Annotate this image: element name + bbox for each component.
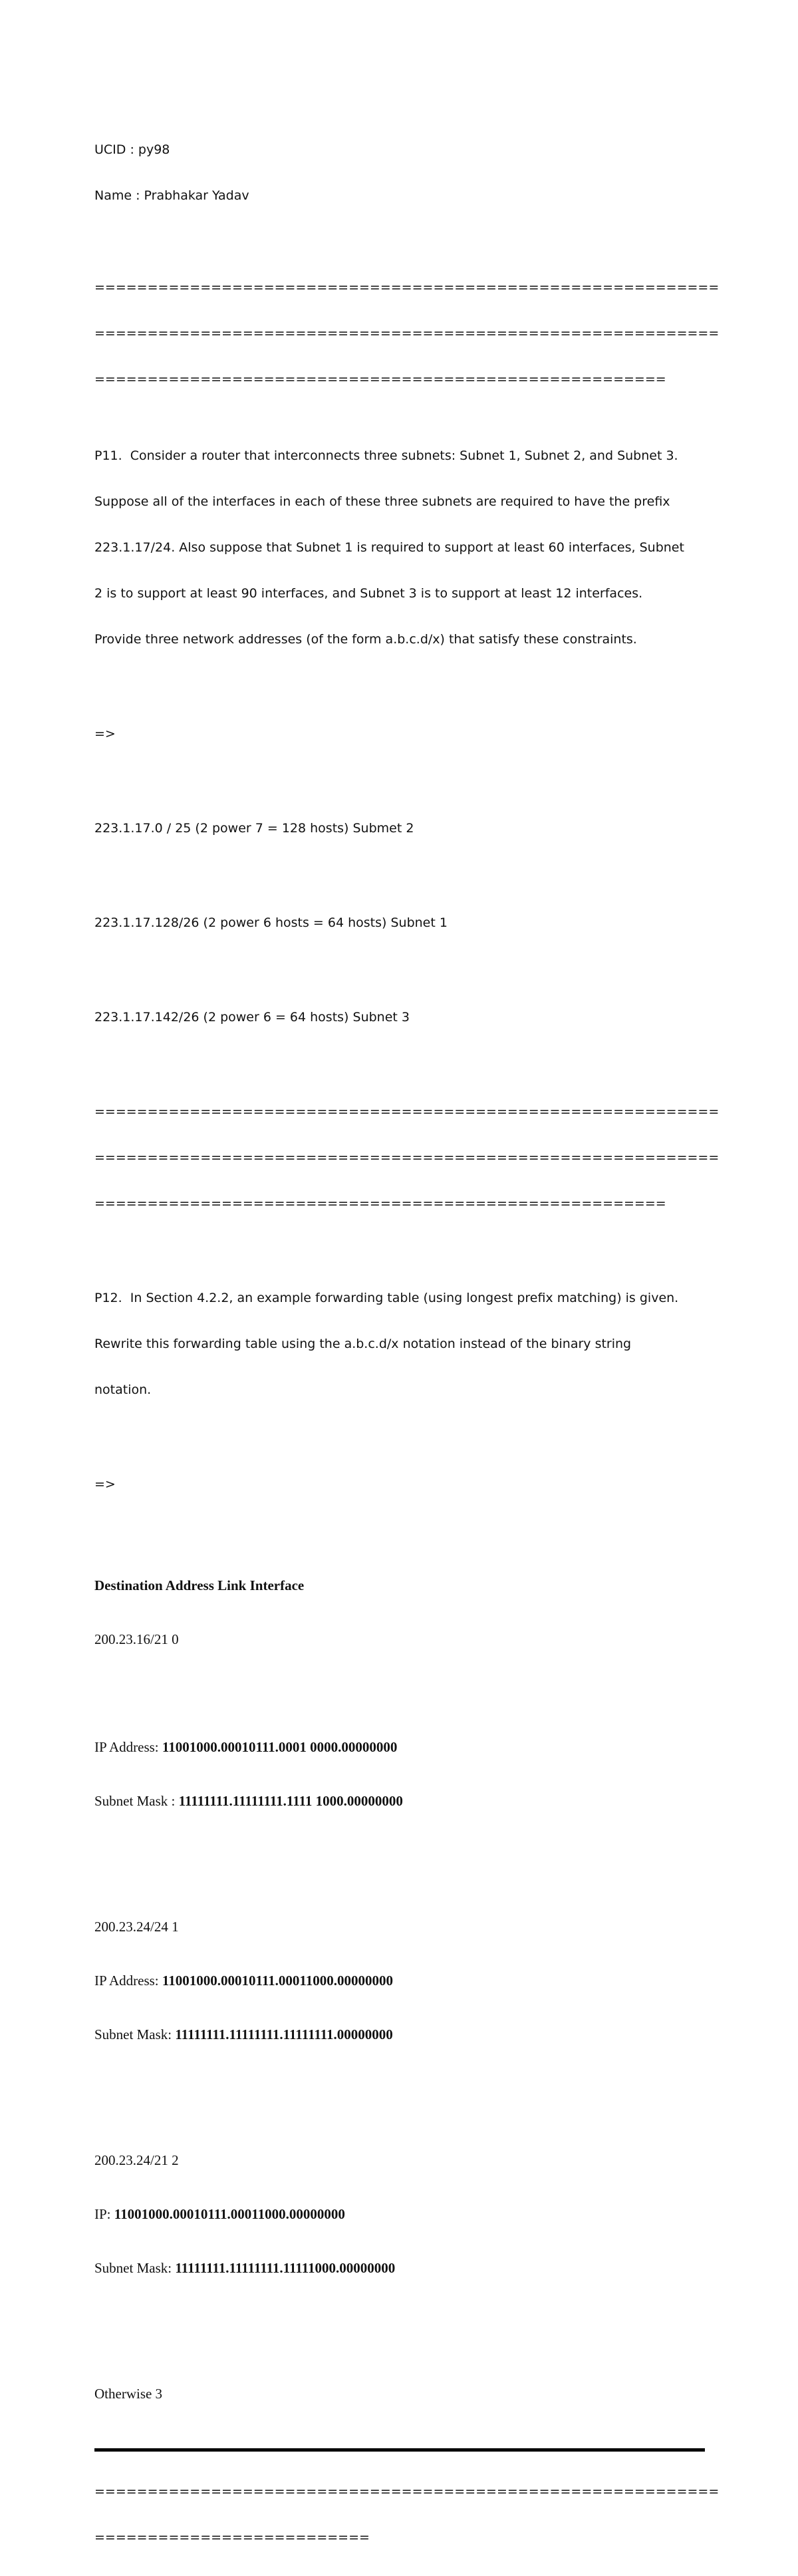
p11-question-line: 223.1.17/24. Also suppose that Subnet 1 is required to support at least 60 interfaces, Subnet — [94, 540, 684, 555]
ip-label: IP Address: — [94, 1973, 162, 1989]
p11-question-line: Suppose all of the interfaces in each of these three subnets are required to have the prefix — [94, 494, 670, 509]
ip-value: 11001000.00010111.00011000.00000000 — [114, 2206, 345, 2222]
ip-value: 11001000.00010111.00011000.00000000 — [162, 1973, 394, 1989]
separator-line: ========================== — [94, 2530, 370, 2545]
p11-question — [94, 418, 705, 678]
mask-value: 11111111.11111111.1111 1000.00000000 — [178, 1793, 403, 1809]
ucid-line: UCID : py98 — [94, 142, 170, 157]
mask-label: Subnet Mask: — [94, 2260, 176, 2276]
ip-line — [94, 1972, 705, 1990]
horizontal-rule — [94, 2448, 705, 2452]
separator-block-2 — [94, 1074, 720, 1242]
mask-value: 11111111.11111111.11111111.00000000 — [175, 2026, 393, 2042]
separator-block-1 — [94, 249, 720, 418]
p12-arrow-block — [94, 1446, 705, 1523]
mask-label: Subnet Mask: — [94, 2026, 176, 2042]
header-block — [94, 112, 705, 234]
mask-line — [94, 2259, 705, 2277]
route-entry: 200.23.24/21 2 — [94, 2152, 179, 2168]
p11-question-line: P11. Consider a router that interconnects three subnets: Subnet 1, Subnet 2, and Subnet 3. — [94, 448, 678, 463]
separator-line: ====================================================== — [94, 1196, 666, 1211]
document-page — [94, 112, 720, 2576]
p12-question-line: Rewrite this forwarding table using the a.b.c.d/x notation instead of the binary string — [94, 1337, 632, 1351]
subnet-answer: 223.1.17.0 / 25 (2 power 7 = 128 hosts) Submet 2 — [94, 821, 414, 836]
subnet-answer: 223.1.17.128/26 (2 power 6 hosts = 64 hosts) Subnet 1 — [94, 915, 448, 930]
ip-value: 11001000.00010111.0001 0000.00000000 — [162, 1739, 398, 1755]
mask-label: Subnet Mask : — [94, 1793, 179, 1809]
forwarding-table — [94, 1541, 705, 2439]
p12-question — [94, 1260, 705, 1428]
ip-line — [94, 1738, 705, 1756]
answer-arrow: => — [94, 726, 116, 741]
ip-label: IP: — [94, 2206, 114, 2222]
answer-arrow: => — [94, 1477, 116, 1492]
separator-line: =========================================================== — [94, 1150, 720, 1165]
p11-question-line: 2 is to support at least 90 interfaces, and Subnet 3 is to support at least 12 interfaces. — [94, 586, 643, 601]
separator-block-3 — [94, 2454, 720, 2576]
p11-answer — [94, 696, 705, 1056]
mask-value: 11111111.11111111.11111000.00000000 — [175, 2260, 396, 2276]
ip-label: IP Address: — [94, 1739, 162, 1755]
separator-line: =========================================================== — [94, 280, 720, 295]
separator-line: =========================================================== — [94, 326, 720, 341]
ip-line — [94, 2205, 705, 2223]
mask-line — [94, 1792, 705, 1810]
separator-line: =========================================================== — [94, 1104, 720, 1119]
p12-question-line: notation. — [94, 1382, 152, 1397]
separator-line: ====================================================== — [94, 372, 666, 387]
p11-question-line: Provide three network addresses (of the form a.b.c.d/x) that satisfy these constraints. — [94, 632, 637, 647]
otherwise-entry: Otherwise 3 — [94, 2386, 163, 2402]
mask-line — [94, 2026, 705, 2044]
table-heading: Destination Address Link Interface — [94, 1577, 305, 1593]
name-line: Name : Prabhakar Yadav — [94, 188, 249, 203]
route-entry: 200.23.16/21 0 — [94, 1631, 179, 1647]
subnet-answer: 223.1.17.142/26 (2 power 6 = 64 hosts) Subnet 3 — [94, 1010, 410, 1025]
separator-line: =========================================================== — [94, 2484, 720, 2499]
route-entry: 200.23.24/24 1 — [94, 1919, 179, 1935]
p12-question-line: P12. In Section 4.2.2, an example forwarding table (using longest prefix matching) is given. — [94, 1291, 679, 1305]
